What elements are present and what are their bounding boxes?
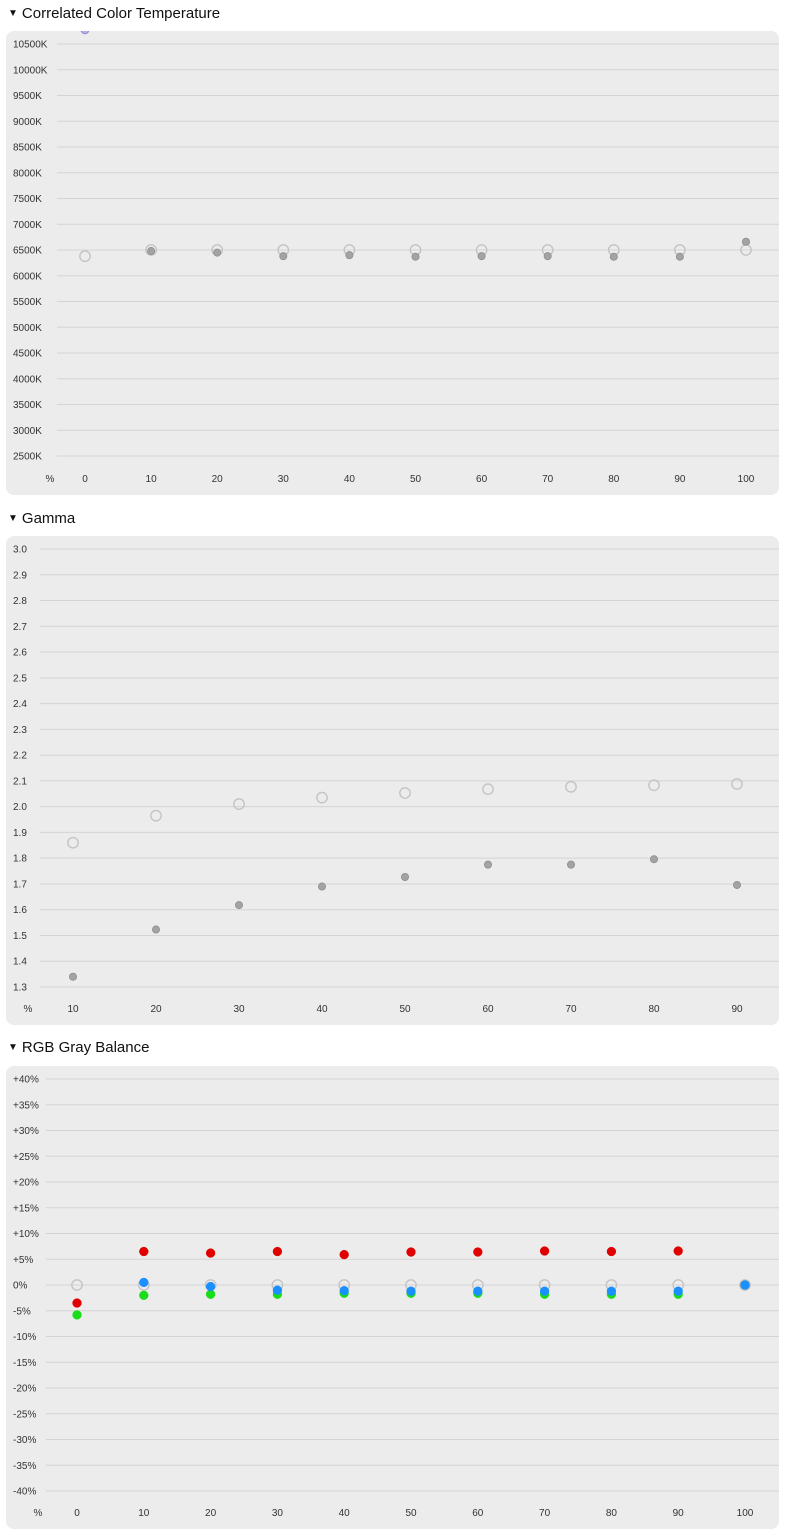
y-tick-label: 2.9 bbox=[13, 570, 27, 582]
y-tick-label: 2.4 bbox=[13, 699, 27, 711]
y-tick-label: 2500K bbox=[13, 451, 42, 463]
y-tick-label: 2.8 bbox=[13, 596, 27, 608]
measured-point bbox=[650, 856, 657, 863]
x-tick-label: 80 bbox=[608, 474, 620, 485]
y-tick-label: +35% bbox=[13, 1100, 39, 1112]
x-tick-label: 100 bbox=[736, 1508, 754, 1519]
y-tick-label: 8000K bbox=[13, 168, 42, 180]
measured-point bbox=[346, 252, 353, 259]
x-tick-label: 20 bbox=[205, 1508, 217, 1519]
y-tick-label: -30% bbox=[13, 1435, 37, 1446]
x-tick-label: 90 bbox=[731, 1004, 743, 1015]
red-point bbox=[206, 1249, 215, 1258]
y-tick-label: -20% bbox=[13, 1383, 37, 1395]
collapse-triangle-icon[interactable]: ▼ bbox=[8, 513, 18, 524]
y-tick-label: +25% bbox=[13, 1151, 39, 1163]
red-point bbox=[407, 1248, 416, 1257]
measured-point bbox=[733, 881, 740, 888]
blue-point bbox=[139, 1278, 148, 1287]
x-tick-label: 10 bbox=[145, 474, 157, 485]
section-title-label: Correlated Color Temperature bbox=[21, 5, 221, 22]
x-tick-label: 80 bbox=[605, 1508, 617, 1519]
target-point bbox=[234, 799, 244, 809]
target-point bbox=[317, 792, 327, 802]
y-tick-label: 1.8 bbox=[13, 853, 27, 865]
y-tick-label: +20% bbox=[13, 1177, 39, 1189]
y-tick-label: -35% bbox=[13, 1460, 37, 1472]
section-title-label: RGB Gray Balance bbox=[21, 1039, 150, 1056]
y-tick-label: 3500K bbox=[13, 400, 42, 411]
red-point bbox=[73, 1299, 82, 1308]
section-title-gamma[interactable] bbox=[8, 509, 75, 529]
y-tick-label: -40% bbox=[13, 1486, 37, 1498]
section-title-rgb[interactable] bbox=[8, 1038, 149, 1058]
red-point bbox=[674, 1247, 683, 1256]
red-point bbox=[473, 1248, 482, 1257]
y-tick-label: 2.5 bbox=[13, 673, 27, 685]
target-point bbox=[151, 810, 161, 820]
measured-point-overflow bbox=[81, 31, 89, 34]
measured-point bbox=[412, 253, 419, 260]
measured-point bbox=[610, 253, 617, 260]
x-unit-label: % bbox=[23, 1004, 33, 1015]
x-tick-label: 40 bbox=[338, 1508, 350, 1519]
y-tick-label: 1.9 bbox=[13, 827, 27, 839]
green-point bbox=[73, 1310, 82, 1319]
y-tick-label: 5000K bbox=[13, 322, 42, 334]
x-tick-label: 30 bbox=[271, 1508, 283, 1519]
y-tick-label: 6500K bbox=[13, 245, 42, 257]
y-tick-label: 2.2 bbox=[13, 750, 27, 762]
red-point bbox=[607, 1247, 616, 1256]
blue-point bbox=[340, 1286, 349, 1295]
x-tick-label: 30 bbox=[233, 1004, 245, 1015]
y-tick-label: 2.0 bbox=[13, 802, 27, 814]
measured-point bbox=[280, 253, 287, 260]
collapse-triangle-icon[interactable]: ▼ bbox=[8, 1042, 18, 1053]
y-tick-label: 3000K bbox=[13, 425, 42, 437]
rgb-chart bbox=[6, 1066, 779, 1529]
x-tick-label: 70 bbox=[565, 1004, 577, 1015]
y-tick-label: 6000K bbox=[13, 271, 42, 283]
y-tick-label: +5% bbox=[13, 1254, 34, 1266]
y-tick-label: +15% bbox=[13, 1203, 39, 1215]
blue-point bbox=[473, 1287, 482, 1296]
red-point bbox=[540, 1247, 549, 1256]
y-tick-label: 1.3 bbox=[13, 982, 27, 994]
x-tick-label: 40 bbox=[316, 1004, 328, 1015]
measured-point bbox=[742, 238, 749, 245]
section-title-cct[interactable] bbox=[8, 4, 220, 24]
measured-point bbox=[235, 901, 242, 908]
target-point bbox=[649, 780, 659, 790]
measured-point bbox=[148, 247, 155, 254]
target-point bbox=[68, 838, 78, 848]
x-tick-label: 70 bbox=[539, 1508, 551, 1519]
y-tick-label: -25% bbox=[13, 1409, 37, 1421]
cct-chart-panel bbox=[6, 31, 779, 495]
red-point bbox=[273, 1247, 282, 1256]
rgb-chart-panel bbox=[6, 1066, 779, 1529]
y-tick-label: 4500K bbox=[13, 348, 42, 360]
measured-point bbox=[544, 253, 551, 260]
blue-point bbox=[607, 1287, 616, 1296]
x-tick-label: 80 bbox=[648, 1004, 660, 1015]
x-tick-label: 10 bbox=[67, 1004, 79, 1015]
y-tick-label: +30% bbox=[13, 1126, 39, 1137]
y-tick-label: 5500K bbox=[13, 297, 42, 308]
x-tick-label: 20 bbox=[211, 474, 223, 485]
x-tick-label: 30 bbox=[277, 474, 289, 485]
measured-point bbox=[567, 861, 574, 868]
x-tick-label: 0 bbox=[82, 474, 88, 485]
y-tick-label: 7000K bbox=[13, 219, 42, 231]
y-tick-label: 8500K bbox=[13, 142, 42, 154]
x-tick-label: 40 bbox=[343, 474, 355, 485]
y-tick-label: 1.7 bbox=[13, 879, 27, 891]
red-point bbox=[340, 1250, 349, 1259]
red-point bbox=[139, 1247, 148, 1256]
x-unit-label: % bbox=[45, 474, 55, 485]
green-point bbox=[139, 1291, 148, 1300]
x-tick-label: 90 bbox=[674, 474, 686, 485]
y-tick-label: 9000K bbox=[13, 116, 42, 128]
x-tick-label: 60 bbox=[472, 1508, 484, 1519]
x-tick-label: 50 bbox=[405, 1508, 417, 1519]
y-tick-label: 10500K bbox=[13, 39, 48, 51]
x-tick-label: 20 bbox=[150, 1004, 162, 1015]
y-tick-label: +10% bbox=[13, 1229, 39, 1240]
y-tick-label: 0% bbox=[13, 1280, 28, 1292]
section-title-label: Gamma bbox=[21, 510, 76, 527]
x-tick-label: 60 bbox=[482, 1004, 494, 1015]
target-point bbox=[732, 779, 742, 789]
y-tick-label: 4000K bbox=[13, 374, 42, 386]
y-tick-label: +40% bbox=[13, 1074, 39, 1086]
y-tick-label: -10% bbox=[13, 1332, 37, 1343]
y-tick-label: 2.6 bbox=[13, 647, 27, 659]
y-tick-label: -5% bbox=[13, 1306, 31, 1318]
blue-point bbox=[407, 1287, 416, 1296]
collapse-triangle-icon[interactable]: ▼ bbox=[8, 8, 18, 19]
blue-point bbox=[206, 1282, 215, 1291]
x-tick-label: 70 bbox=[542, 474, 554, 485]
measured-point bbox=[69, 973, 76, 980]
measured-point bbox=[478, 253, 485, 260]
measured-point bbox=[401, 873, 408, 880]
measured-point bbox=[484, 861, 491, 868]
x-unit-label: % bbox=[33, 1508, 43, 1519]
target-point bbox=[566, 782, 576, 792]
y-tick-label: 10000K bbox=[13, 65, 48, 77]
blue-point bbox=[741, 1281, 750, 1290]
y-tick-label: 3.0 bbox=[13, 544, 27, 556]
y-tick-label: 7500K bbox=[13, 194, 42, 205]
x-tick-label: 90 bbox=[672, 1508, 684, 1519]
y-tick-label: 2.1 bbox=[13, 776, 27, 788]
y-tick-label: -15% bbox=[13, 1357, 37, 1369]
x-tick-label: 0 bbox=[74, 1508, 80, 1519]
x-tick-label: 60 bbox=[476, 474, 488, 485]
target-point bbox=[483, 784, 493, 794]
target-point bbox=[80, 251, 90, 261]
y-tick-label: 9500K bbox=[13, 91, 42, 102]
cct-chart bbox=[6, 31, 779, 495]
y-tick-label: 2.7 bbox=[13, 621, 27, 633]
measured-point bbox=[676, 253, 683, 260]
target-point bbox=[400, 788, 410, 798]
y-tick-label: 2.3 bbox=[13, 724, 27, 736]
measured-point bbox=[152, 926, 159, 933]
blue-point bbox=[273, 1286, 282, 1295]
blue-point bbox=[674, 1287, 683, 1296]
gamma-chart-panel bbox=[6, 536, 779, 1025]
measured-point bbox=[214, 249, 221, 256]
x-tick-label: 50 bbox=[399, 1004, 411, 1015]
measured-point bbox=[318, 883, 325, 890]
x-tick-label: 100 bbox=[737, 474, 755, 485]
y-tick-label: 1.6 bbox=[13, 905, 27, 917]
x-tick-label: 10 bbox=[138, 1508, 150, 1519]
blue-point bbox=[540, 1287, 549, 1296]
y-tick-label: 1.4 bbox=[13, 956, 27, 968]
gamma-chart bbox=[6, 536, 779, 1025]
x-tick-label: 50 bbox=[409, 474, 422, 485]
y-tick-label: 1.5 bbox=[13, 930, 27, 942]
